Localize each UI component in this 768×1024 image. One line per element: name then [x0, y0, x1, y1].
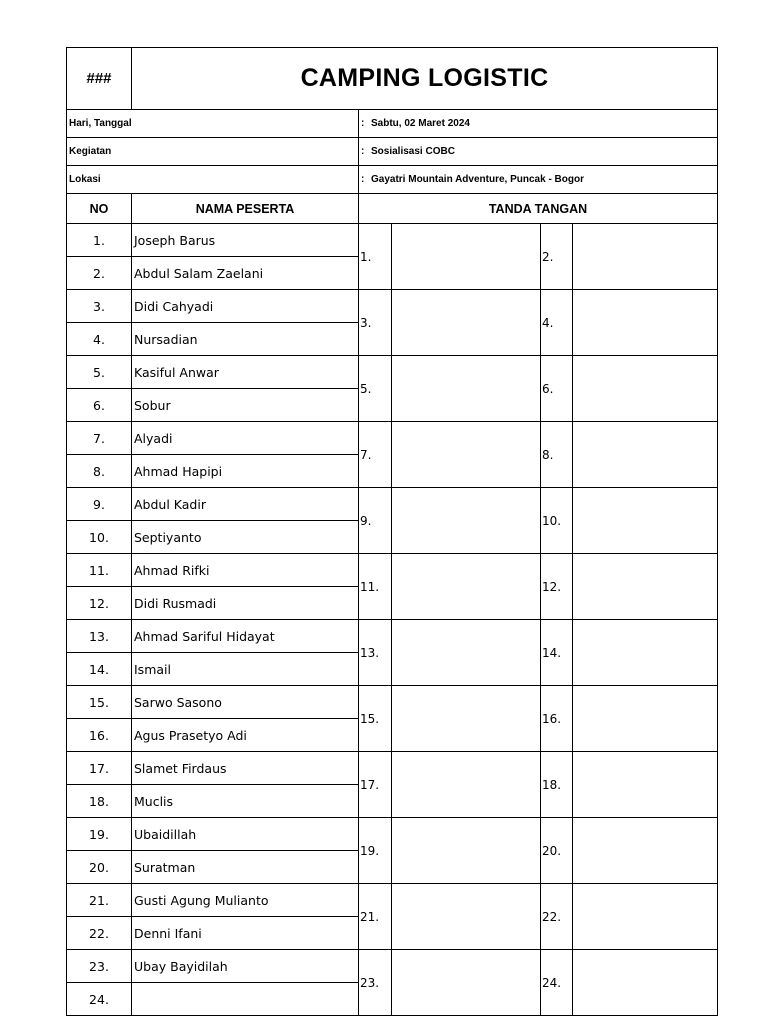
- signature-field[interactable]: [573, 950, 718, 1016]
- signature-number: 14.: [541, 620, 573, 686]
- signature-number: 2.: [541, 224, 573, 290]
- participant-name: Ahmad Hapipi: [132, 455, 359, 488]
- column-header-row: [67, 194, 718, 224]
- participant-number: 2.: [67, 257, 132, 290]
- participant-number: 13.: [67, 620, 132, 653]
- table-row: [67, 818, 718, 851]
- signature-field[interactable]: [392, 290, 541, 356]
- signature-number: 13.: [359, 620, 392, 686]
- signature-field[interactable]: [392, 752, 541, 818]
- table-row: [67, 356, 718, 389]
- participant-name: Ismail: [132, 653, 359, 686]
- table-row: [67, 224, 718, 257]
- document-code: ###: [67, 48, 132, 110]
- signature-number: 8.: [541, 422, 573, 488]
- info-colon: :: [361, 146, 365, 157]
- table-row: [67, 752, 718, 785]
- table-row: [67, 950, 718, 983]
- signature-number: 15.: [359, 686, 392, 752]
- participant-name: Abdul Kadir: [132, 488, 359, 521]
- signature-field[interactable]: [573, 422, 718, 488]
- info-label-activity: Kegiatan: [67, 138, 359, 166]
- signature-number: 19.: [359, 818, 392, 884]
- signature-number: 18.: [541, 752, 573, 818]
- participant-name: [132, 983, 359, 1016]
- column-header-name: NAMA PESERTA: [132, 194, 359, 224]
- participant-number: 24.: [67, 983, 132, 1016]
- participant-name: Slamet Firdaus: [132, 752, 359, 785]
- participant-name: Ahmad Rifki: [132, 554, 359, 587]
- signature-number: 5.: [359, 356, 392, 422]
- participant-number: 12.: [67, 587, 132, 620]
- participant-number: 15.: [67, 686, 132, 719]
- participant-number: 11.: [67, 554, 132, 587]
- attendance-table: [66, 47, 718, 1016]
- signature-number: 12.: [541, 554, 573, 620]
- signature-number: 17.: [359, 752, 392, 818]
- info-value-text: Gayatri Mountain Adventure, Puncak - Bogor: [371, 174, 584, 185]
- signature-field[interactable]: [573, 884, 718, 950]
- table-row: [67, 686, 718, 719]
- participant-number: 1.: [67, 224, 132, 257]
- info-value-location: [359, 166, 718, 194]
- signature-number: 9.: [359, 488, 392, 554]
- signature-field[interactable]: [392, 818, 541, 884]
- document-title: CAMPING LOGISTIC: [132, 48, 718, 110]
- participant-number: 16.: [67, 719, 132, 752]
- info-row-date: [67, 110, 718, 138]
- participant-number: 10.: [67, 521, 132, 554]
- participant-name: Ubaidillah: [132, 818, 359, 851]
- info-value-date: [359, 110, 718, 138]
- signature-number: 7.: [359, 422, 392, 488]
- table-row: [67, 290, 718, 323]
- participant-number: 19.: [67, 818, 132, 851]
- participant-number: 4.: [67, 323, 132, 356]
- participant-number: 21.: [67, 884, 132, 917]
- participant-name: Gusti Agung Mulianto: [132, 884, 359, 917]
- info-label-location: Lokasi: [67, 166, 359, 194]
- table-row: [67, 488, 718, 521]
- info-colon: :: [361, 174, 365, 185]
- signature-field[interactable]: [573, 554, 718, 620]
- attendance-sheet: [66, 47, 717, 1007]
- participant-number: 5.: [67, 356, 132, 389]
- participant-name: Suratman: [132, 851, 359, 884]
- participant-name: Sobur: [132, 389, 359, 422]
- signature-number: 1.: [359, 224, 392, 290]
- participant-number: 14.: [67, 653, 132, 686]
- signature-number: 22.: [541, 884, 573, 950]
- participant-name: Septiyanto: [132, 521, 359, 554]
- participant-name: Kasiful Anwar: [132, 356, 359, 389]
- signature-field[interactable]: [392, 554, 541, 620]
- signature-field[interactable]: [573, 290, 718, 356]
- signature-field[interactable]: [392, 422, 541, 488]
- info-value-text: Sabtu, 02 Maret 2024: [371, 118, 470, 129]
- participant-name: Muclis: [132, 785, 359, 818]
- signature-field[interactable]: [573, 620, 718, 686]
- signature-field[interactable]: [392, 950, 541, 1016]
- signature-number: 16.: [541, 686, 573, 752]
- participant-number: 6.: [67, 389, 132, 422]
- info-colon: :: [361, 118, 365, 129]
- signature-field[interactable]: [392, 488, 541, 554]
- table-row: [67, 422, 718, 455]
- info-label-date: Hari, Tanggal: [67, 110, 359, 138]
- title-row: [67, 48, 718, 110]
- participant-number: 8.: [67, 455, 132, 488]
- participant-name: Joseph Barus: [132, 224, 359, 257]
- participant-number: 18.: [67, 785, 132, 818]
- info-value-activity: [359, 138, 718, 166]
- signature-number: 10.: [541, 488, 573, 554]
- participant-number: 3.: [67, 290, 132, 323]
- signature-field[interactable]: [392, 686, 541, 752]
- participant-name: Agus Prasetyo Adi: [132, 719, 359, 752]
- participant-number: 20.: [67, 851, 132, 884]
- table-row: [67, 620, 718, 653]
- signature-field[interactable]: [573, 686, 718, 752]
- participant-name: Didi Cahyadi: [132, 290, 359, 323]
- signature-number: 4.: [541, 290, 573, 356]
- participant-name: Alyadi: [132, 422, 359, 455]
- signature-number: 21.: [359, 884, 392, 950]
- info-row-location: [67, 166, 718, 194]
- signature-field[interactable]: [392, 884, 541, 950]
- participant-number: 23.: [67, 950, 132, 983]
- signature-number: 23.: [359, 950, 392, 1016]
- info-row-activity: [67, 138, 718, 166]
- participant-number: 9.: [67, 488, 132, 521]
- signature-field[interactable]: [392, 356, 541, 422]
- signature-number: 24.: [541, 950, 573, 1016]
- participant-name: Abdul Salam Zaelani: [132, 257, 359, 290]
- participant-name: Ahmad Sariful Hidayat: [132, 620, 359, 653]
- signature-number: 11.: [359, 554, 392, 620]
- participant-name: Didi Rusmadi: [132, 587, 359, 620]
- column-header-no: NO: [67, 194, 132, 224]
- participant-number: 17.: [67, 752, 132, 785]
- table-row: [67, 884, 718, 917]
- participant-name: Ubay Bayidilah: [132, 950, 359, 983]
- signature-field[interactable]: [392, 224, 541, 290]
- signature-field[interactable]: [573, 356, 718, 422]
- signature-number: 6.: [541, 356, 573, 422]
- signature-number: 3.: [359, 290, 392, 356]
- signature-number: 20.: [541, 818, 573, 884]
- signature-field[interactable]: [573, 818, 718, 884]
- participant-number: 7.: [67, 422, 132, 455]
- participant-number: 22.: [67, 917, 132, 950]
- column-header-signature: TANDA TANGAN: [359, 194, 718, 224]
- signature-field[interactable]: [392, 620, 541, 686]
- signature-field[interactable]: [573, 752, 718, 818]
- participant-name: Denni Ifani: [132, 917, 359, 950]
- info-value-text: Sosialisasi COBC: [371, 146, 455, 157]
- signature-field[interactable]: [573, 224, 718, 290]
- table-row: [67, 554, 718, 587]
- signature-field[interactable]: [573, 488, 718, 554]
- participant-name: Nursadian: [132, 323, 359, 356]
- participant-name: Sarwo Sasono: [132, 686, 359, 719]
